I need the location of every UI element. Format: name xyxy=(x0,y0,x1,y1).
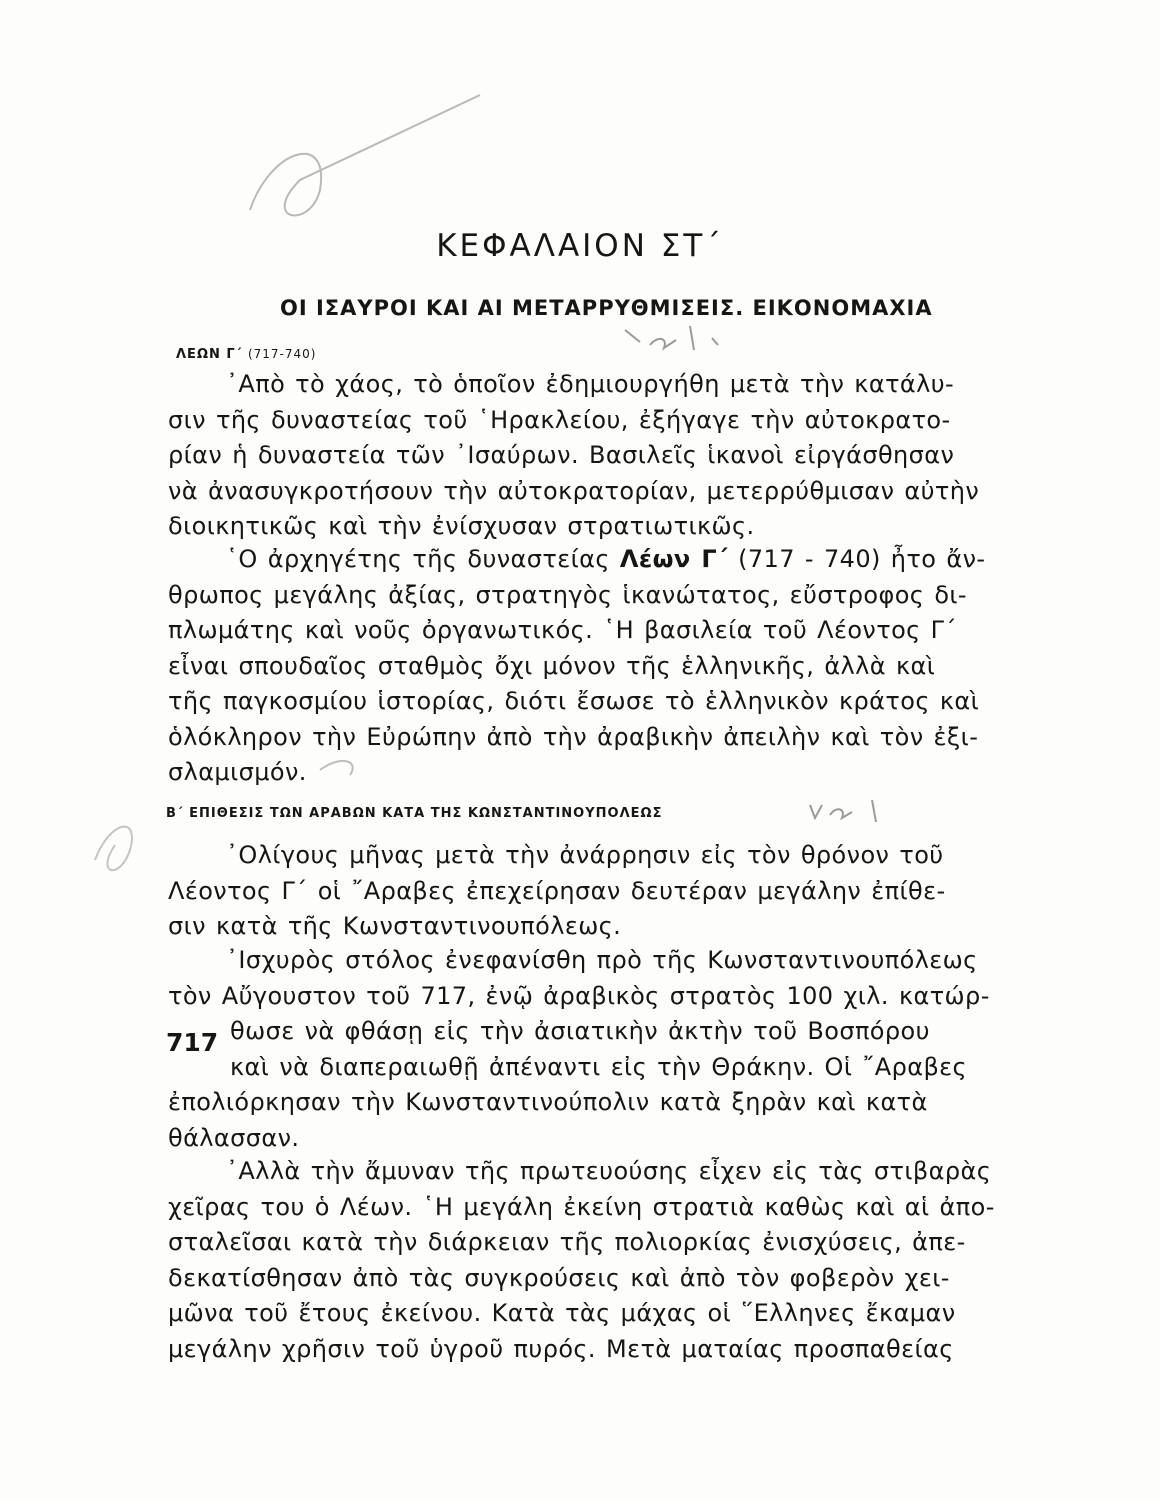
paragraph-line: ἐπολιόρκησαν τὴν Κωνσταντινούπολιν κατὰ ξηρὰν καὶ κατὰ xyxy=(168,1088,928,1116)
paragraph-line: σλαμισμόν. xyxy=(168,758,307,786)
margin-year: 717 xyxy=(166,1028,219,1057)
paragraph-line xyxy=(168,542,1120,578)
heading-leo-name: ΛΕΩΝ Γ΄ xyxy=(176,347,243,362)
paragraph-line: σιν κατὰ τῆς Κωνσταντινουπόλεως. xyxy=(168,912,622,940)
paragraph-line: θάλασσαν. xyxy=(168,1123,300,1152)
paragraph-1 xyxy=(168,367,1120,545)
paragraph-line: χεῖρας του ὁ Λέων. ῾Η μεγάλη ἐκείνη στρατιὰ καθὼς καὶ αἱ ἀπο- xyxy=(168,1192,995,1221)
paragraph-line: σταλεῖσαι κατὰ τὴν διάρκειαν τῆς πολιορκίας ἐνισχύσεις, ἀπε- xyxy=(168,1228,966,1256)
paragraph-line: θρωπος μεγάλης ἀξίας, στρατηγὸς ἱκανώτατος, εὔστροφος δι- xyxy=(168,580,967,609)
paragraph-line: ᾿Απὸ τὸ χάος, τὸ ὁποῖον ἐδημιουργήθη μετὰ τὴν κατάλυ- xyxy=(226,370,955,398)
paragraph-5 xyxy=(168,1154,1120,1367)
leo-name-bold: Λέων Γ΄ xyxy=(619,545,729,573)
paragraph-4 xyxy=(168,943,1120,1156)
paragraph-2 xyxy=(168,542,1120,791)
paragraph-line: σιν τῆς δυναστείας τοῦ ῾Ηρακλείου, ἐξήγαγε τὴν αὐτοκρατο- xyxy=(168,405,951,434)
paragraph-line: ρίαν ἡ δυναστεία τῶν ᾿Ισαύρων. Βασιλεῖς ἱκανοὶ εἰργάσθησαν xyxy=(168,441,955,469)
paragraph-line: τὸν Αὔγουστον τοῦ 717, ἐνῷ ἀραβικὸς στρατὸς 100 χιλ. κατώρ- xyxy=(168,981,990,1010)
paragraph-line: δεκατίσθησαν ἀπὸ τὰς συγκρούσεις καὶ ἀπὸ τὸν φοβερὸν χει- xyxy=(168,1263,950,1292)
paragraph-line: νὰ ἀνασυγκροτήσουν τὴν αὐτοκρατορίαν, μετερρύθμισαν αὐτὴν xyxy=(168,476,980,505)
paragraph-3 xyxy=(168,838,1120,945)
heading-arabs: Β΄ ΕΠΙΘΕΣΙΣ ΤΩΝ ΑΡΑΒΩΝ ΚΑΤΑ ΤΗΣ ΚΩΝΣΤΑΝΤΙΝΟΥΠΟΛΕΩΣ xyxy=(166,806,663,821)
paragraph-line: ᾿Ισχυρὸς στόλος ἐνεφανίσθη πρὸ τῆς Κωνσταντινουπόλεως xyxy=(226,946,978,974)
heading-leo xyxy=(176,347,316,362)
chapter-title: ΚΕΦΑΛΑΙΟΝ ΣΤ΄ xyxy=(436,228,724,264)
paragraph-line: ὁλόκληρον τὴν Εὐρώπην ἀπὸ τὴν ἀραβικὴν ἀπειλὴν καὶ τὸν ἐξι- xyxy=(168,722,979,751)
text-run: (717 - 740) ἦτο ἄν- xyxy=(728,545,986,573)
paragraph-line: εἶναι σπουδαῖος σταθμὸς ὄχι μόνον τῆς ἑλληνικῆς, ἀλλὰ καὶ xyxy=(168,651,936,680)
paragraph-line: ᾿Ολίγους μῆνας μετὰ τὴν ἀνάρρησιν εἰς τὸν θρόνον τοῦ xyxy=(226,841,944,869)
paragraph-line: καὶ νὰ διαπεραιωθῇ ἀπέναντι εἰς τὴν Θράκην. Οἱ ῎Αραβες xyxy=(230,1052,968,1081)
paragraph-line: ᾿Αλλὰ τὴν ἄμυναν τῆς πρωτευούσης εἶχεν εἰς τὰς στιβαρὰς xyxy=(226,1157,992,1185)
paragraph-line: μεγάλην χρῆσιν τοῦ ὑγροῦ πυρός. Μετὰ ματαίας προσπαθείας xyxy=(168,1334,954,1363)
paragraph-line: θωσε νὰ φθάσῃ εἰς τὴν ἀσιατικὴν ἀκτὴν τοῦ Βοσπόρου xyxy=(230,1017,930,1045)
text-run: ῾Ο ἀρχηγέτης τῆς δυναστείας xyxy=(226,545,620,573)
paragraph-line: μῶνα τοῦ ἔτους ἐκείνου. Κατὰ τὰς μάχας οἱ ῞Ελληνες ἔκαμαν xyxy=(168,1299,956,1327)
paragraph-line: τῆς παγκοσμίου ἱστορίας, διότι ἔσωσε τὸ ἑλληνικὸν κράτος καὶ xyxy=(168,687,980,715)
paragraph-line: διοικητικῶς καὶ τὴν ἐνίσχυσαν στρατιωτικῶς. xyxy=(168,512,755,540)
paragraph-line: Λέοντος Γ΄ οἱ ῎Αραβες ἐπεχείρησαν δευτέραν μεγάλην ἐπίθε- xyxy=(168,876,946,905)
heading-leo-dates: (717-740) xyxy=(247,347,317,361)
paragraph-line: πλωμάτης καὶ νοῦς ὀργανωτικός. ῾Η βασιλεία τοῦ Λέοντος Γ΄ xyxy=(168,616,957,644)
section-title: ΟΙ ΙΣΑΥΡΟΙ ΚΑΙ ΑΙ ΜΕΤΑΡΡΥΘΜΙΣΕΙΣ. ΕΙΚΟΝΟΜΑΧΙΑ xyxy=(280,296,933,320)
